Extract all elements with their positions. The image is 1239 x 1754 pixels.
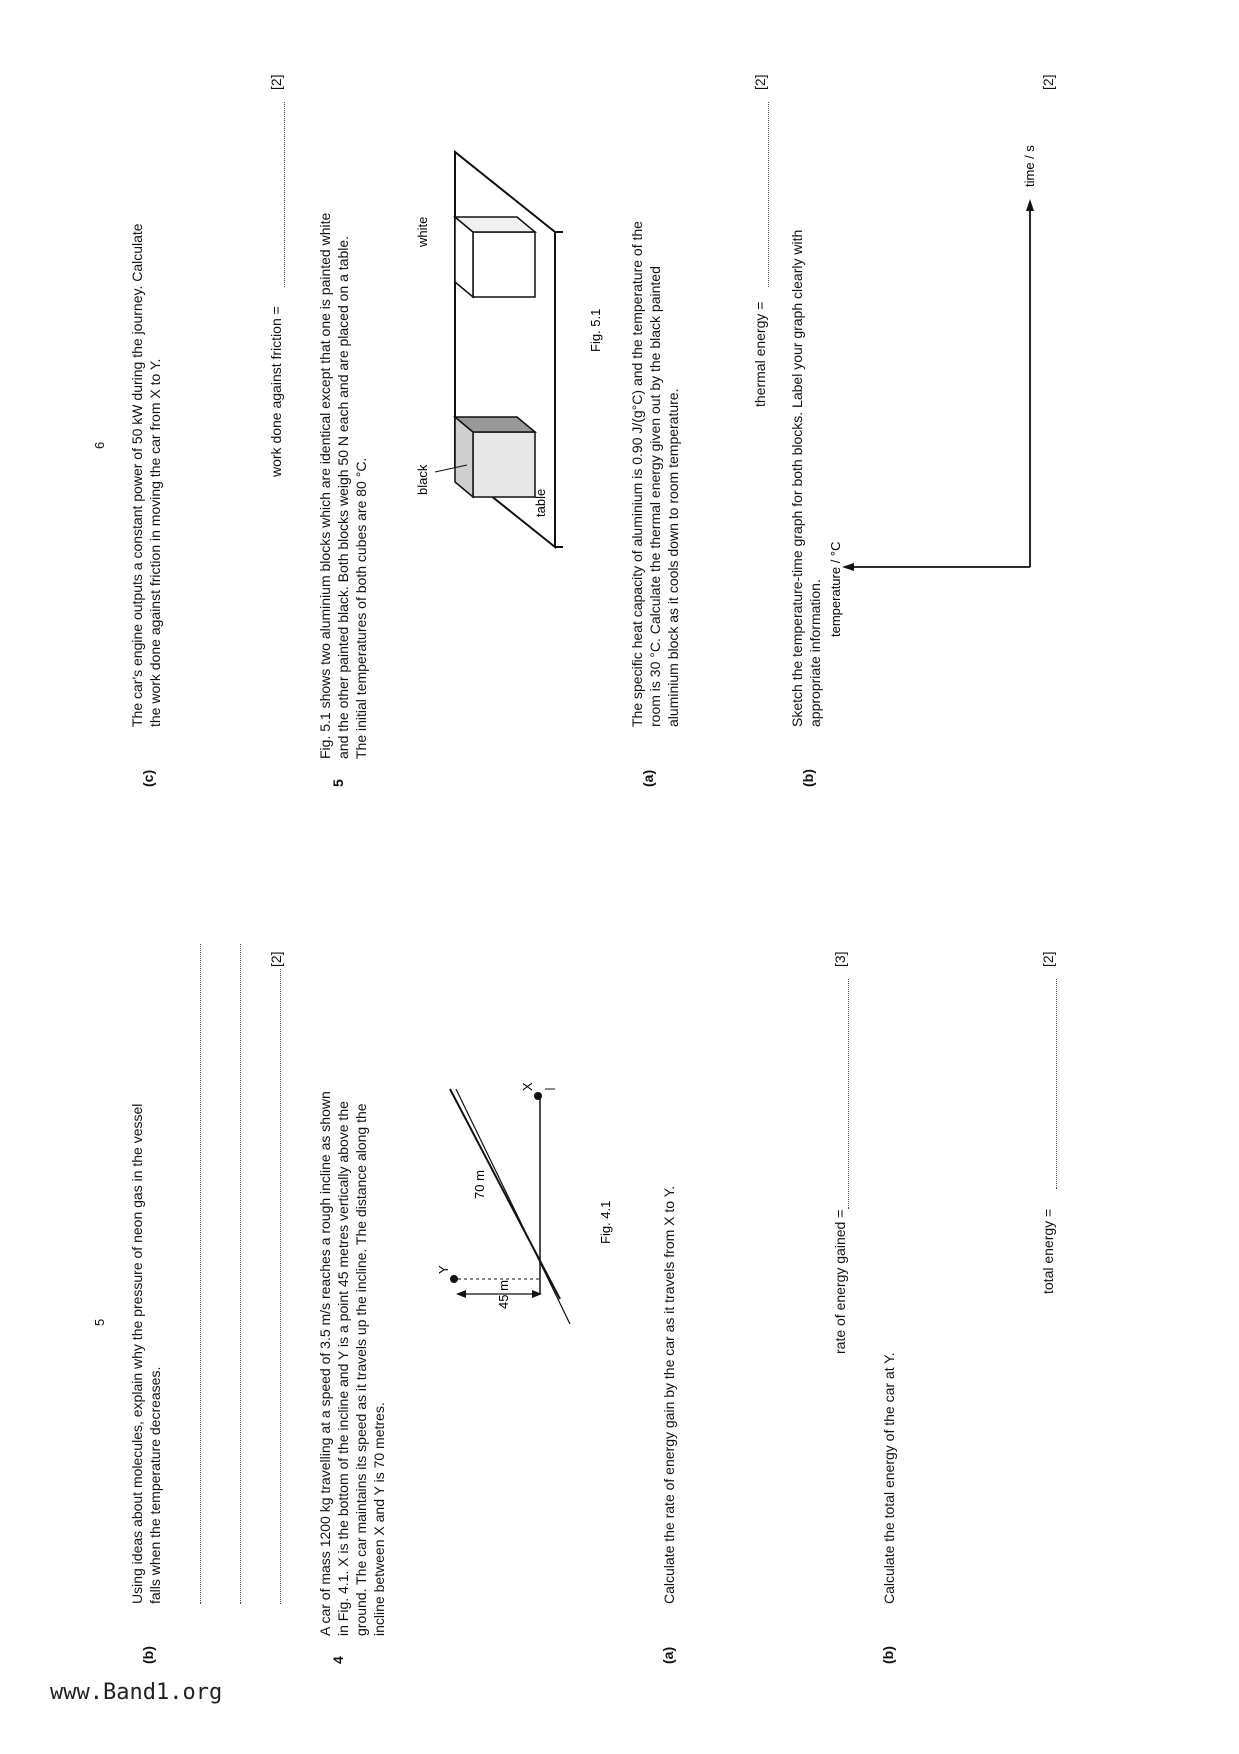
q4-stem-line1: A car of mass 1200 kg travelling at a speed of 3.5 m/s reaches a rough incline as shown	[317, 1091, 333, 1636]
q4b-text: Calculate the total energy of the car at Y.	[881, 1352, 897, 1604]
q4b-mark: [2]	[1040, 951, 1056, 967]
answer-line	[240, 944, 241, 1604]
fig-4-1-caption: Fig. 4.1	[598, 1200, 613, 1244]
y-axis-arrow	[842, 563, 854, 571]
label-table: table	[533, 488, 548, 517]
label-70m: 70 m	[472, 1170, 487, 1199]
q4c-text-line1: The car's engine outputs a constant power of 50 kW during the journey. Calculate	[129, 223, 145, 727]
q5-stem-line1: Fig. 5.1 shows two aluminium blocks which are identical except that one is painted white	[317, 212, 333, 759]
q4c-mark: [2]	[268, 74, 284, 90]
page-number: 6	[92, 441, 107, 449]
q3b-text-line2: falls when the temperature decreases.	[147, 1366, 163, 1604]
point-x-marker	[534, 1092, 542, 1100]
q3b-label: (b)	[140, 1646, 156, 1664]
q4b-answer-line	[1056, 979, 1057, 1189]
q4-stem-line2: in Fig. 4.1. X is the bottom of the incline and Y is a point 45 metres vertically above the	[335, 1101, 351, 1636]
q5-stem-line2: and the other painted black. Both blocks weigh 50 N each and are placed on a table.	[335, 235, 351, 759]
q4a-label: (a)	[660, 1646, 676, 1664]
q5a-answer-label: thermal energy =	[752, 301, 768, 407]
page-5	[0, 877, 1239, 1754]
q5a-mark: [2]	[752, 74, 768, 90]
q5b-mark: [2]	[1040, 74, 1056, 90]
q4a-answer-label: rate of energy gained =	[832, 1209, 848, 1354]
black-block	[455, 417, 535, 497]
answer-line	[200, 944, 201, 1604]
q5b-text-line2: appropriate information.	[807, 579, 823, 727]
label-x: X	[520, 1082, 535, 1091]
q5a-text-line3: aluminium block as it cools down to room temperature.	[665, 388, 681, 727]
footer-watermark: www.Band1.org	[50, 1680, 223, 1705]
q4b-label: (b)	[880, 1646, 896, 1664]
q4a-answer-line	[848, 979, 849, 1209]
page-number: 5	[92, 1318, 107, 1326]
answer-line	[280, 969, 281, 1604]
q5a-answer-line	[768, 102, 769, 287]
q5-number: 5	[330, 779, 346, 787]
q4-stem-line3: ground. The car maintains its speed as it travels up the incline. The distance along the	[353, 1103, 369, 1636]
q4c-answer-label: work done against friction =	[268, 306, 284, 477]
incline-line	[450, 1089, 560, 1299]
x-axis-label: time / s	[1022, 145, 1037, 187]
q5-stem-line3: The initial temperatures of both cubes are 80 °C.	[353, 457, 369, 759]
q5a-text-line1: The specific heat capacity of aluminium is 0.90 J/(g°C) and the temperature of the	[629, 221, 645, 727]
point-y-marker	[450, 1275, 458, 1283]
q4-stem-line4: incline between X and Y is 70 metres.	[371, 1402, 387, 1636]
fig-5-1-blocks-diagram	[395, 137, 615, 557]
q5b-text-line1: Sketch the temperature-time graph for both blocks. Label your graph clearly with	[789, 229, 805, 727]
label-white: white	[415, 216, 430, 247]
label-45m: 45 m	[496, 1280, 511, 1309]
q4a-mark: [3]	[832, 951, 848, 967]
q4b-answer-label: total energy =	[1040, 1208, 1056, 1294]
q4-number: 4	[330, 1656, 346, 1664]
fig-4-1-incline-diagram	[420, 1074, 630, 1414]
q5a-label: (a)	[640, 769, 656, 787]
q4c-text-line2: the work done against friction in moving the car from X to Y.	[147, 358, 163, 727]
q4c-label: (c)	[140, 769, 156, 787]
q3b-mark: [2]	[268, 951, 284, 967]
q5a-text-line2: room is 30 °C. Calculate the thermal energy given out by the black painted	[647, 266, 663, 727]
q3b-text-line1: Using ideas about molecules, explain why the pressure of neon gas in the vessel	[129, 1103, 145, 1604]
incline-surface	[456, 1089, 570, 1324]
q4c-answer-line	[284, 102, 285, 287]
white-block	[455, 217, 535, 297]
label-y: Y	[436, 1265, 451, 1274]
q5b-label: (b)	[800, 769, 816, 787]
x-axis-arrow	[1026, 199, 1034, 211]
fig-5-1-caption: Fig. 5.1	[588, 308, 603, 352]
y-axis-label: temperature / °C	[828, 541, 843, 637]
temperature-time-axes	[820, 37, 1060, 677]
label-black: black	[415, 464, 430, 495]
q4a-text: Calculate the rate of energy gain by the car as it travels from X to Y.	[661, 1185, 677, 1604]
